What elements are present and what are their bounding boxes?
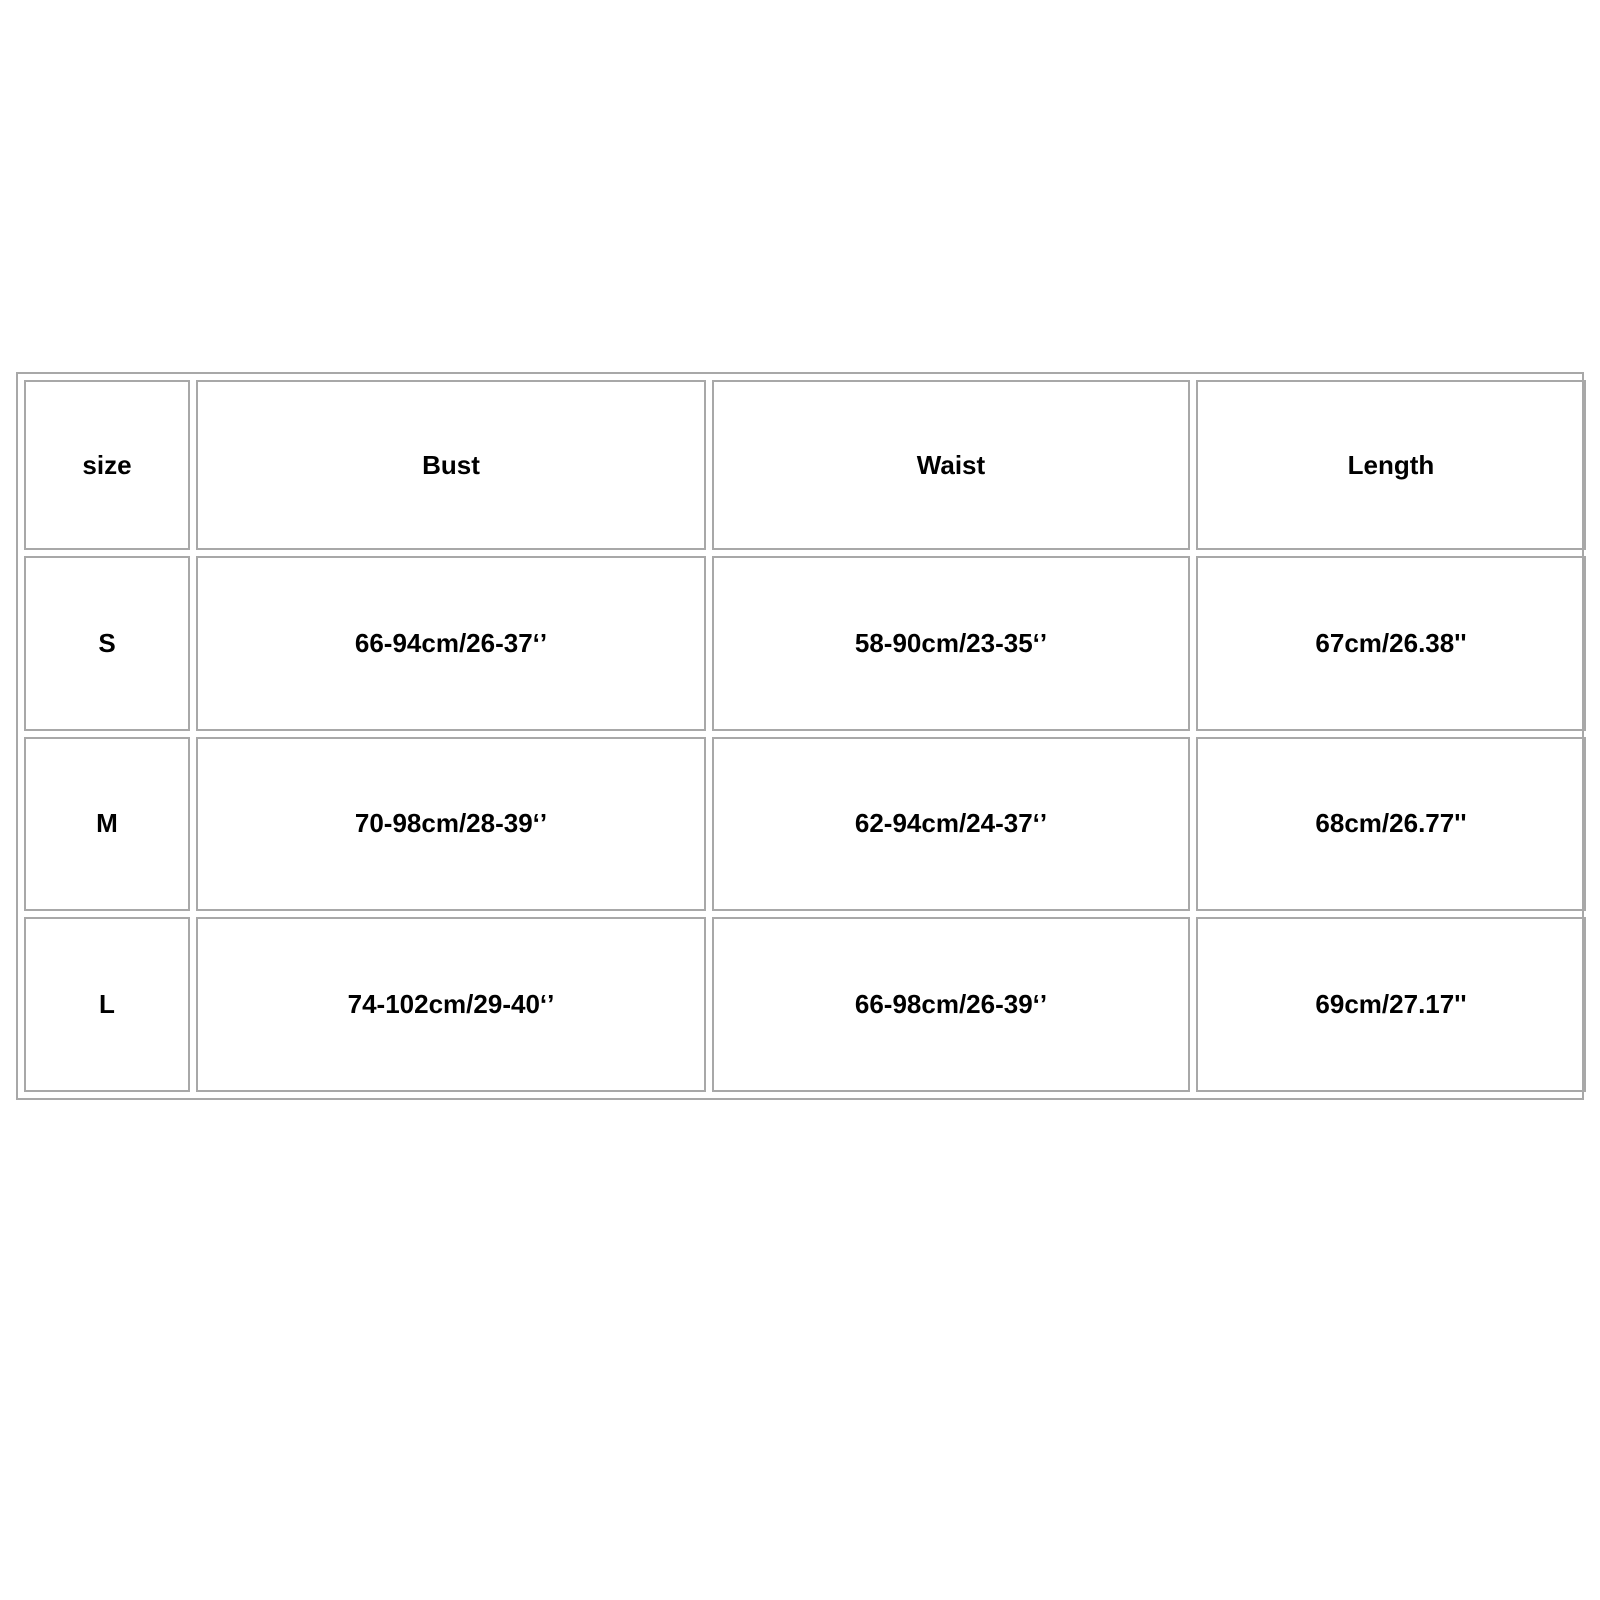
header-size: size — [24, 380, 190, 550]
waist-cell: 58-90cm/23-35‘’ — [712, 556, 1190, 731]
waist-cell: 62-94cm/24-37‘’ — [712, 737, 1190, 912]
size-cell: M — [24, 737, 190, 912]
header-waist: Waist — [712, 380, 1190, 550]
size-cell: S — [24, 556, 190, 731]
size-cell: L — [24, 917, 190, 1092]
header-length: Length — [1196, 380, 1586, 550]
length-cell: 68cm/26.77'' — [1196, 737, 1586, 912]
table-row — [24, 556, 1586, 731]
bust-cell: 74-102cm/29-40‘’ — [196, 917, 706, 1092]
header-row — [24, 380, 1586, 550]
length-cell: 67cm/26.38'' — [1196, 556, 1586, 731]
size-chart — [16, 372, 1584, 1100]
table-row — [24, 737, 1586, 912]
length-cell: 69cm/27.17'' — [1196, 917, 1586, 1092]
size-chart-table — [18, 374, 1592, 1098]
header-bust: Bust — [196, 380, 706, 550]
bust-cell: 66-94cm/26-37‘’ — [196, 556, 706, 731]
bust-cell: 70-98cm/28-39‘’ — [196, 737, 706, 912]
waist-cell: 66-98cm/26-39‘’ — [712, 917, 1190, 1092]
table-row — [24, 917, 1586, 1092]
